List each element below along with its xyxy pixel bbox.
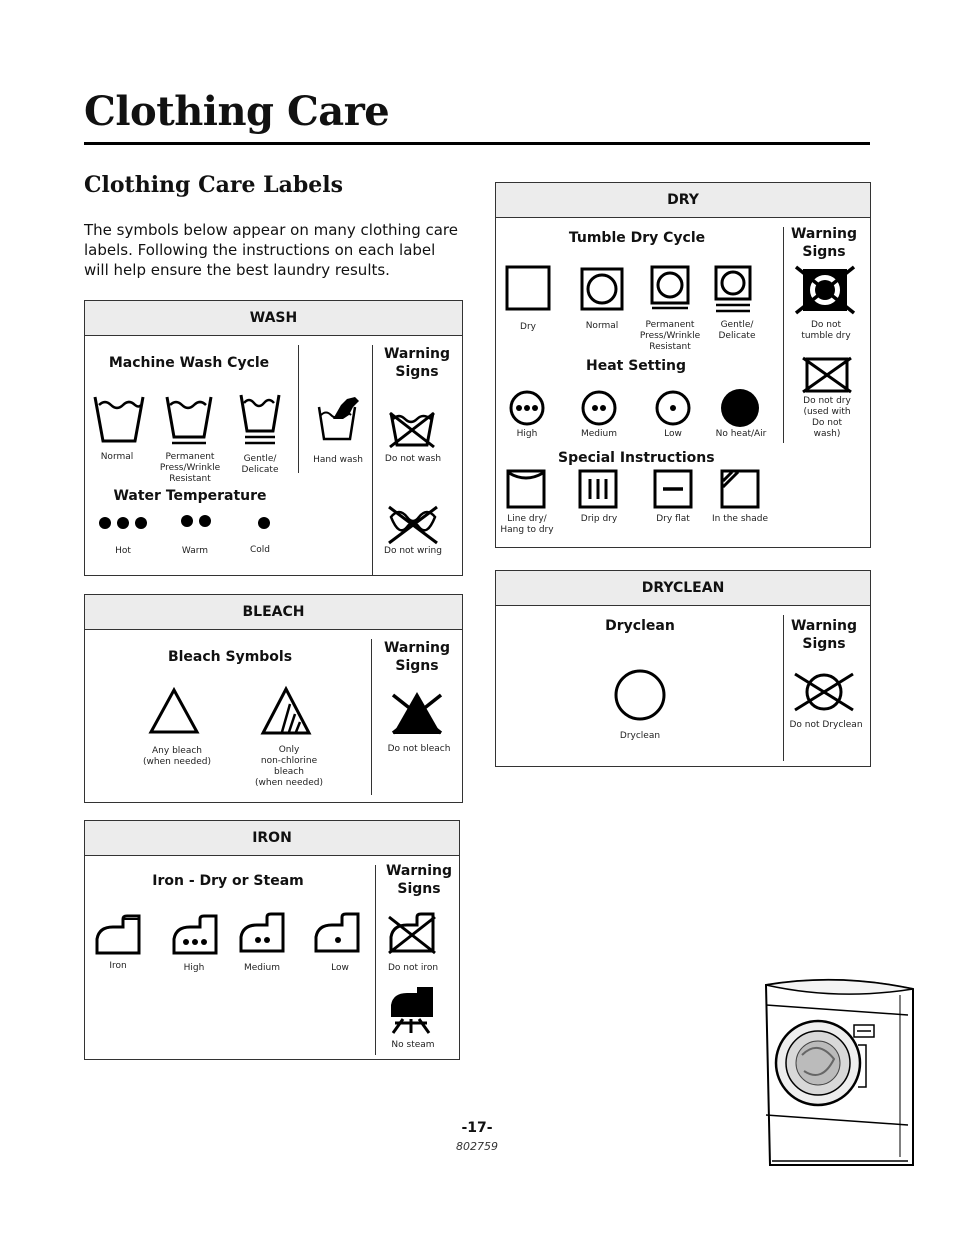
- tumble-permanent-press-caption: Permanent Press/Wrinkle Resistant: [639, 320, 701, 352]
- hand-wash-caption: Hand wash: [313, 455, 363, 465]
- do-not-wash-caption: Do not wash: [384, 454, 442, 464]
- drip-dry-icon: [578, 469, 618, 509]
- do-not-wring-caption: Do not wring: [384, 546, 442, 556]
- non-chlorine-bleach-caption: Only non-chlorine bleach (when needed): [255, 745, 323, 788]
- iron-header: IRON: [85, 821, 459, 856]
- heat-low-caption: Low: [664, 429, 682, 439]
- dry-flat-icon: [653, 469, 693, 509]
- no-heat-caption: No heat/Air: [715, 429, 767, 439]
- wash-gentle-icon: [238, 391, 282, 451]
- iron-high-icon: [170, 913, 220, 955]
- dry-caption: Dry: [520, 322, 536, 332]
- do-not-bleach-icon: [389, 689, 445, 737]
- tumble-normal-caption: Normal: [585, 321, 619, 331]
- iron-icon: [93, 913, 143, 955]
- wash-permanent-press-caption: Permanent Press/Wrinkle Resistant: [159, 452, 221, 484]
- dry-in-shade-icon: [720, 469, 760, 509]
- iron-title: Iron - Dry or Steam: [152, 873, 304, 889]
- divider: [375, 865, 376, 1055]
- iron-low-caption: Low: [331, 963, 349, 973]
- dryclean-panel: [495, 570, 871, 767]
- wash-cycle-title: Machine Wash Cycle: [108, 355, 270, 371]
- document-number: 802759: [456, 1140, 498, 1153]
- wash-gentle-caption: Gentle/ Delicate: [241, 454, 279, 475]
- bleach-panel: [84, 594, 463, 803]
- iron-caption: Iron: [109, 961, 127, 971]
- do-not-tumble-dry-caption: Do not tumble dry: [801, 320, 851, 341]
- dry-flat-caption: Dry flat: [656, 514, 690, 524]
- dryclean-warning-title: Warning Signs: [790, 618, 858, 652]
- iron-panel: [84, 820, 460, 1060]
- heat-setting-title: Heat Setting: [586, 358, 686, 374]
- bleach-header: BLEACH: [85, 595, 462, 630]
- divider: [783, 615, 784, 761]
- page-number: -17-: [461, 1120, 493, 1136]
- dry-panel: [495, 182, 871, 548]
- iron-low-icon: [312, 911, 362, 953]
- no-steam-icon: [385, 983, 437, 1035]
- hot-temperature-icon: [98, 516, 148, 530]
- do-not-iron-icon: [385, 911, 439, 955]
- iron-medium-caption: Medium: [244, 963, 280, 973]
- section-subtitle: Clothing Care Labels: [84, 172, 343, 198]
- heat-medium-icon: [580, 389, 618, 427]
- tumble-gentle-caption: Gentle/ Delicate: [718, 320, 756, 341]
- dryclean-header: DRYCLEAN: [496, 571, 870, 606]
- wash-panel: [84, 300, 463, 576]
- cold-caption: Cold: [249, 545, 270, 555]
- non-chlorine-bleach-icon: [260, 686, 312, 736]
- dry-warning-title: Warning Signs: [790, 226, 858, 260]
- heat-low-icon: [654, 389, 692, 427]
- hot-caption: Hot: [115, 546, 131, 556]
- dry-icon: [505, 265, 551, 311]
- cold-temperature-icon: [257, 516, 271, 530]
- heat-high-icon: [508, 389, 546, 427]
- dryclean-title: Dryclean: [605, 618, 675, 634]
- do-not-dry-icon: [801, 355, 853, 395]
- do-not-dryclean-caption: Do not Dryclean: [789, 720, 863, 730]
- divider: [298, 345, 299, 473]
- tumble-dry-title: Tumble Dry Cycle: [568, 230, 706, 246]
- do-not-wash-icon: [387, 409, 437, 449]
- intro-paragraph: The symbols below appear on many clothing care labels. Following the instructions on each label will help ensure the best laundry results.: [84, 221, 458, 279]
- wash-normal-icon: [91, 393, 147, 449]
- special-instructions-title: Special Instructions: [558, 450, 715, 466]
- dryclean-caption: Dryclean: [619, 731, 661, 741]
- drip-dry-caption: Drip dry: [580, 514, 618, 524]
- wash-normal-caption: Normal: [100, 452, 134, 462]
- any-bleach-icon: [148, 687, 200, 735]
- tumble-gentle-icon: [714, 265, 752, 313]
- iron-medium-icon: [237, 911, 287, 953]
- title-rule: [84, 142, 870, 145]
- do-not-iron-caption: Do not iron: [387, 963, 439, 973]
- line-dry-caption: Line dry/ Hang to dry: [500, 514, 554, 535]
- any-bleach-caption: Any bleach (when needed): [143, 746, 211, 767]
- hand-wash-icon: [315, 395, 361, 443]
- do-not-wring-icon: [385, 503, 441, 547]
- iron-warning-title: Warning Signs: [385, 863, 453, 897]
- warm-caption: Warm: [181, 546, 209, 556]
- wash-header: WASH: [85, 301, 462, 336]
- do-not-tumble-dry-icon: [794, 265, 856, 315]
- wash-warning-title: Warning Signs: [383, 346, 451, 380]
- heat-medium-caption: Medium: [581, 429, 617, 439]
- tumble-normal-icon: [580, 267, 624, 311]
- line-dry-icon: [506, 469, 546, 509]
- no-steam-caption: No steam: [391, 1040, 435, 1050]
- do-not-dry-caption: Do not dry (used with Do not wash): [803, 396, 851, 439]
- dry-header: DRY: [496, 183, 870, 218]
- divider: [371, 639, 372, 795]
- no-heat-icon: [720, 388, 760, 428]
- do-not-bleach-caption: Do not bleach: [387, 744, 451, 754]
- iron-high-caption: High: [183, 963, 205, 973]
- dryclean-icon: [613, 668, 667, 722]
- do-not-dryclean-icon: [793, 672, 855, 712]
- page-title: Clothing Care: [84, 88, 390, 135]
- divider: [783, 227, 784, 443]
- bleach-warning-title: Warning Signs: [383, 640, 451, 674]
- bleach-symbols-title: Bleach Symbols: [167, 649, 293, 665]
- warm-temperature-icon: [180, 514, 212, 528]
- tumble-permanent-press-icon: [650, 265, 690, 311]
- water-temperature-title: Water Temperature: [113, 488, 267, 504]
- heat-high-caption: High: [516, 429, 538, 439]
- wash-permanent-press-icon: [163, 393, 215, 449]
- dry-in-shade-caption: In the shade: [711, 514, 768, 524]
